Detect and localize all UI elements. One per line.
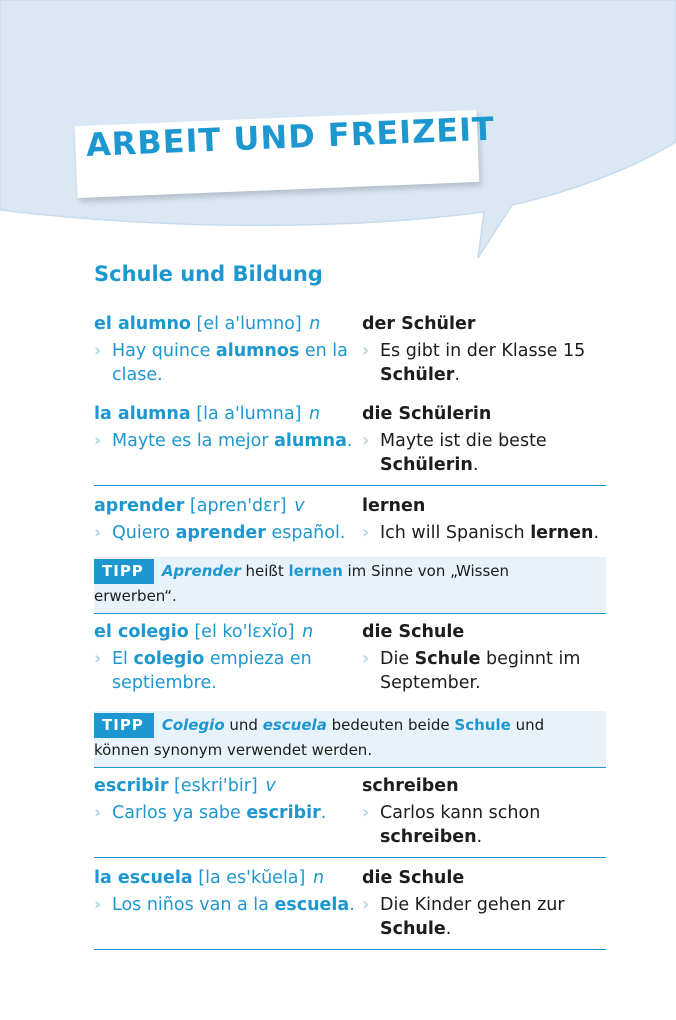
vocab-entry — [94, 774, 606, 849]
chevron-icon: › — [94, 431, 102, 451]
part-of-speech: n — [309, 314, 321, 334]
chevron-icon: › — [94, 523, 102, 543]
divider — [94, 949, 606, 950]
lemma: la escuela — [94, 868, 193, 888]
vocab-entry — [94, 312, 606, 387]
ipa: [la a'lumna] — [196, 404, 302, 424]
divider — [94, 857, 606, 858]
ipa: [el a'lumno] — [196, 314, 302, 334]
part-of-speech: v — [265, 776, 276, 796]
divider — [94, 485, 606, 486]
example-es: › El colegio empieza en septiembre. — [94, 649, 312, 693]
chevron-icon: › — [94, 649, 102, 669]
chevron-icon: › — [362, 431, 370, 451]
part-of-speech: v — [294, 496, 305, 516]
lemma: la alumna — [94, 404, 191, 424]
ipa: [eskri'bir] — [174, 776, 258, 796]
vocab-entry — [94, 494, 606, 545]
divider — [94, 767, 606, 768]
page-title: ARBEIT UND FREIZEIT — [85, 109, 496, 164]
translation: die Schülerin — [362, 404, 492, 424]
lemma: el colegio — [94, 622, 189, 642]
example-es: › Carlos ya sabe escribir. — [94, 803, 327, 823]
chevron-icon: › — [94, 341, 102, 361]
example-es: › Mayte es la mejor alumna. — [94, 431, 353, 451]
ipa: [la es'kŭela] — [198, 868, 306, 888]
chevron-icon: › — [94, 895, 102, 915]
chevron-icon: › — [362, 341, 370, 361]
chevron-icon: › — [94, 803, 102, 823]
example-de: › Die Kinder gehen zur Schule. — [362, 895, 565, 939]
example-es: › Quiero aprender español. — [94, 523, 346, 543]
translation: die Schule — [362, 868, 465, 888]
part-of-speech: n — [308, 404, 321, 424]
lemma: aprender — [94, 496, 185, 516]
ipa: [el ko'lɛxĭo] — [194, 622, 295, 642]
part-of-speech: n — [312, 868, 325, 888]
tipp-label: TIPP — [94, 713, 154, 738]
example-es: › Los niños van a la escuela. — [94, 895, 355, 915]
translation: lernen — [362, 496, 426, 516]
example-de: › Die Schule beginnt im September. — [362, 649, 581, 693]
translation: die Schule — [362, 622, 465, 642]
example-de: › Ich will Spanisch lernen. — [362, 523, 600, 543]
chevron-icon: › — [362, 895, 370, 915]
translation: schreiben — [362, 776, 459, 796]
section-title: Schule und Bildung — [94, 262, 323, 286]
tipp-box: TIPP Colegio und escuela bedeuten beide Schule und können synonym verwendet werden. — [94, 711, 606, 767]
lemma: el alumno — [94, 314, 191, 334]
example-es: › Hay quince alumnos en la clase. — [94, 341, 348, 385]
tipp-label: TIPP — [94, 559, 154, 584]
translation: der Schüler — [362, 314, 476, 334]
example-de: › Carlos kann schon schreiben. — [362, 803, 541, 847]
lemma: escribir — [94, 776, 169, 796]
vocab-entry — [94, 620, 606, 695]
part-of-speech: n — [302, 622, 314, 642]
vocabulary-list — [94, 312, 606, 950]
example-de: › Mayte ist die beste Schülerin. — [362, 431, 547, 475]
chevron-icon: › — [362, 649, 370, 669]
chevron-icon: › — [362, 803, 370, 823]
vocab-entry — [94, 866, 606, 941]
vocab-entry — [94, 402, 606, 477]
tipp-box: TIPP Aprender heißt lernen im Sinne von „Wissen erwerben“. — [94, 557, 606, 613]
example-de: › Es gibt in der Klasse 15 Schüler. — [362, 341, 586, 385]
ipa: [apren'dɛr] — [189, 496, 287, 516]
divider — [94, 613, 606, 614]
chevron-icon: › — [362, 523, 370, 543]
